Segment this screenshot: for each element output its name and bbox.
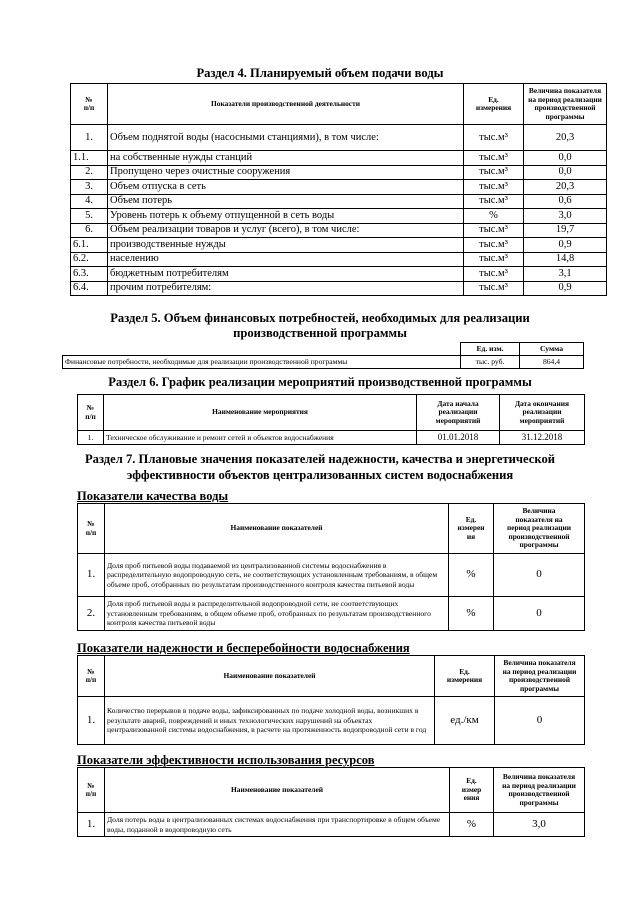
section5-title-line2: производственной программы bbox=[233, 326, 407, 340]
r-row-num: 1. bbox=[78, 697, 105, 745]
e-header-value: Величина показателя на период реализации производственной программы bbox=[494, 768, 585, 813]
row-num: 5. bbox=[71, 209, 108, 224]
e-row-unit: % bbox=[450, 813, 494, 837]
section4-title: Раздел 4. Планируемый объем подачи воды bbox=[196, 66, 444, 80]
row-num: 3. bbox=[71, 180, 108, 195]
row-unit: тыс.м³ bbox=[464, 180, 524, 195]
section5-table bbox=[62, 342, 584, 369]
row-name: Пропущено через очистные сооружения bbox=[108, 165, 464, 180]
table-row bbox=[71, 125, 607, 151]
row-num: 1. bbox=[71, 125, 108, 151]
row-unit: тыс.м³ bbox=[464, 238, 524, 253]
efficiency-table bbox=[77, 767, 585, 837]
row-unit: тыс.м³ bbox=[464, 151, 524, 166]
q-header-value: Величина показателя на период реализации производственной программы bbox=[494, 504, 585, 554]
r-row-unit: ед./км bbox=[435, 697, 495, 745]
row-value: 3,1 bbox=[524, 267, 607, 282]
row-num: 1.1. bbox=[71, 151, 108, 166]
quality-subtitle: Показатели качества воды bbox=[77, 489, 229, 503]
table-row bbox=[71, 209, 607, 224]
q-row2-unit: % bbox=[449, 597, 494, 631]
row-name: бюджетным потребителям bbox=[108, 267, 464, 282]
q-row2-name: Доля проб питьевой воды в распределительной водопроводной сети, не соответствующих установленным требованиям, в общем объеме проб, отобранных по результатам производственного контроля качества питьевой воды bbox=[105, 597, 449, 631]
row-value: 0,0 bbox=[524, 151, 607, 166]
r-header-unit: Ед. измерения bbox=[435, 656, 495, 697]
row-name: прочим потребителям: bbox=[108, 281, 464, 296]
col-header-unit: Ед. измерения bbox=[464, 84, 524, 125]
row-unit: тыс.м³ bbox=[464, 223, 524, 238]
q-header-unit: Ед. измерен ия bbox=[449, 504, 494, 554]
q-row1-unit: % bbox=[449, 554, 494, 597]
q-row1-name: Доля проб питьевой воды подаваемой из централизованной системы водоснабжения в распределительную водопроводную сеть, не соответствующих установленным требованиям, в общем объеме проб, отобранных по результатам производственного контроля качества питьевой воды bbox=[105, 554, 449, 597]
e-header-name: Наименование показателей bbox=[105, 768, 450, 813]
table-row bbox=[71, 180, 607, 195]
s6-header-name: Наименование мероприятия bbox=[104, 395, 417, 431]
row-unit: % bbox=[464, 209, 524, 224]
e-header-unit: Ед. измер ения bbox=[450, 768, 494, 813]
row-name: Объем потерь bbox=[108, 194, 464, 209]
s6-header-end: Дата окончания реализации мероприятий bbox=[500, 395, 585, 431]
quality-table bbox=[77, 503, 585, 631]
row-value: 0,0 bbox=[524, 165, 607, 180]
e-header-num: № п/п bbox=[78, 768, 105, 813]
row-value: 20,3 bbox=[524, 125, 607, 151]
row-value: 0,9 bbox=[524, 238, 607, 253]
r-header-num: № п/п bbox=[78, 656, 105, 697]
row-unit: тыс.м³ bbox=[464, 125, 524, 151]
q-row1-value: 0 bbox=[494, 554, 585, 597]
reliability-table bbox=[77, 655, 585, 745]
row-num: 4. bbox=[71, 194, 108, 209]
row-value: 20,3 bbox=[524, 180, 607, 195]
section5-header-unit: Ед. изм. bbox=[461, 343, 520, 356]
row-unit: тыс.м³ bbox=[464, 252, 524, 267]
section5-header-sum: Сумма bbox=[520, 343, 584, 356]
r-header-value: Величина показателя на период реализации производственной программы bbox=[495, 656, 585, 697]
table-row bbox=[71, 223, 607, 238]
s6-row-num: 1. bbox=[78, 431, 104, 445]
table-row bbox=[71, 151, 607, 166]
row-num: 6.3. bbox=[71, 267, 108, 282]
row-value: 3,0 bbox=[524, 209, 607, 224]
reliability-subtitle: Показатели надежности и бесперебойности водоснабжения bbox=[77, 641, 410, 655]
table-row bbox=[71, 252, 607, 267]
s6-row-name: Техническое обслуживание и ремонт сетей и объектов водоснабжения bbox=[104, 431, 417, 445]
row-name: населению bbox=[108, 252, 464, 267]
section5-row-value: 864,4 bbox=[520, 356, 584, 369]
row-num: 2. bbox=[71, 165, 108, 180]
col-header-num: № п/п bbox=[71, 84, 108, 125]
row-unit: тыс.м³ bbox=[464, 281, 524, 296]
section6-table bbox=[77, 394, 585, 445]
row-unit: тыс.м³ bbox=[464, 165, 524, 180]
row-value: 14,8 bbox=[524, 252, 607, 267]
table-row bbox=[71, 281, 607, 296]
row-value: 19,7 bbox=[524, 223, 607, 238]
row-unit: тыс.м³ bbox=[464, 194, 524, 209]
s6-header-start: Дата начала реализации мероприятий bbox=[417, 395, 500, 431]
section7-title-line2: эффективности объектов централизованных систем водоснабжения bbox=[126, 468, 514, 482]
row-num: 6.1. bbox=[71, 238, 108, 253]
efficiency-subtitle: Показатели эффективности использования ресурсов bbox=[77, 753, 375, 767]
e-row-value: 3,0 bbox=[494, 813, 585, 837]
row-name: Объем отпуска в сеть bbox=[108, 180, 464, 195]
r-row-name: Количество перерывов в подаче воды, зафиксированных по подаче холодной воды, возникших в результате аварий, повреждений и иных технологических нарушений на объектах централизованной системы водоснабжения, в расчете на протяженность водопроводной сети в год bbox=[105, 697, 435, 745]
row-name: на собственные нужды станций bbox=[108, 151, 464, 166]
row-name: Объем реализации товаров и услуг (всего), в том числе: bbox=[108, 223, 464, 238]
section4-table bbox=[70, 83, 607, 296]
s6-row-start: 01.01.2018 bbox=[417, 431, 500, 445]
table-row bbox=[71, 165, 607, 180]
table-row bbox=[71, 194, 607, 209]
row-value: 0,9 bbox=[524, 281, 607, 296]
row-value: 0,6 bbox=[524, 194, 607, 209]
row-name: производственные нужды bbox=[108, 238, 464, 253]
col-header-value: Величина показателя на период реализации производственной программы bbox=[524, 84, 607, 125]
q-header-name: Наименование показателей bbox=[105, 504, 449, 554]
q-row2-num: 2. bbox=[78, 597, 105, 631]
row-name: Объем поднятой воды (насосными станциями), в том числе: bbox=[108, 125, 464, 151]
e-row-num: 1. bbox=[78, 813, 105, 837]
section5-title-line1: Раздел 5. Объем финансовых потребностей, необходимых для реализации bbox=[110, 311, 530, 325]
s6-row-end: 31.12.2018 bbox=[500, 431, 585, 445]
section7-title-line1: Раздел 7. Плановые значения показателей надежности, качества и энергетической bbox=[84, 452, 556, 466]
q-row2-value: 0 bbox=[494, 597, 585, 631]
section5-row-unit: тыс. руб. bbox=[461, 356, 520, 369]
section5-row-name: Финансовые потребности, необходимые для реализации производственной программы bbox=[63, 356, 461, 369]
r-header-name: Наименование показателей bbox=[105, 656, 435, 697]
col-header-name: Показатели производственной деятельности bbox=[108, 84, 464, 125]
row-unit: тыс.м³ bbox=[464, 267, 524, 282]
row-num: 6.2. bbox=[71, 252, 108, 267]
q-header-num: № п/п bbox=[78, 504, 105, 554]
row-num: 6. bbox=[71, 223, 108, 238]
table-row bbox=[71, 267, 607, 282]
row-num: 6.4. bbox=[71, 281, 108, 296]
e-row-name: Доля потерь воды в централизованных системах водоснабжения при транспортировке в общем объеме воды, поданной в водопроводную сеть bbox=[105, 813, 450, 837]
r-row-value: 0 bbox=[495, 697, 585, 745]
section6-title: Раздел 6. График реализации мероприятий производственной программы bbox=[108, 375, 532, 389]
table-row bbox=[71, 238, 607, 253]
row-name: Уровень потерь к объему отпущенной в сеть воды bbox=[108, 209, 464, 224]
q-row1-num: 1. bbox=[78, 554, 105, 597]
s6-header-num: № п/п bbox=[78, 395, 104, 431]
